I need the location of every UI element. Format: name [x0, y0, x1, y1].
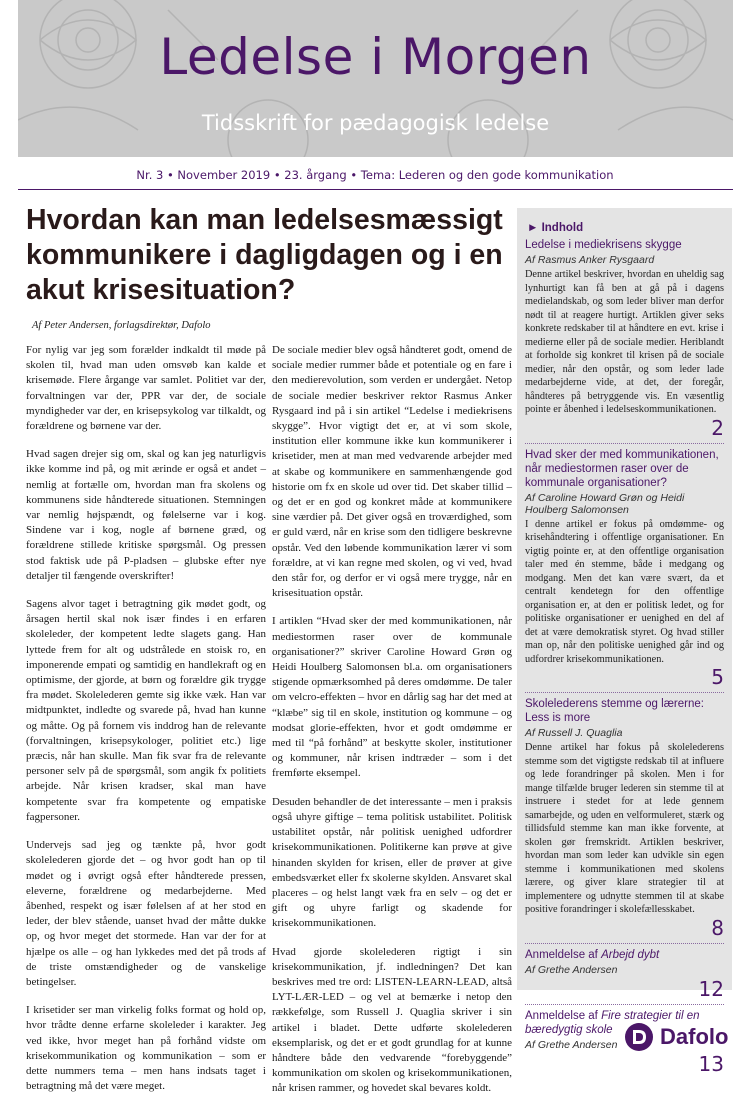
toc-item-author: Af Rasmus Anker Rysgaard — [525, 254, 655, 266]
toc-divider — [525, 1004, 724, 1005]
toc-item-title[interactable]: Skolelederens stemme og lærerne: Less is more — [525, 698, 704, 724]
toc-divider — [525, 943, 724, 944]
masthead — [18, 0, 733, 157]
paragraph: Hvad sagen drejer sig om, skal og kan jeg naturligvis ikke komme ind på, og mit ærinde er også et andet – nemlig at fortælle om, hvordan man fra skolens og kommunens side håndterede situationen. Stemningen var nemlig højspændt, og følelserne var i kog. Sindene var i kog, nogle af børnene græd, og forældrene stillede kritiske spørgsmål. Og pressen stod faktisk ude på P-pladsen – glubske efter nye detaljer til fængende overskrifter! — [26, 448, 266, 582]
toc-item-page-number[interactable]: 2 — [711, 415, 724, 440]
dafolo-logo-text: Dafolo — [660, 1024, 729, 1049]
paragraph: Sagens alvor taget i betragtning gik mødet godt, og årsagen hertil skal nok især findes i en erfaren skoleleder, der kompetent ledte slagets gang. Han lyttede frem for alt og udstrålede en stoisk ro, en imponerende empati og samtidig en handlekraft og en optimisme, der gjorde, at børn og forældre gik trygge fra mødet. Skolelederen gemte sig ikke væk. Han var midtpunktet, indledte og svarede på, hvad han kunne og måtte. Og på fornem vis inddrog han de relevante (forvaltningen, krisepsykologer, politiet etc.) lige præcis, når han skulle. Man fik svar fra de relevante personer selv på de spørgsmål, som angik fx politiets arbejde. Når krisen kradser, skal man have kompetente svar fra kompetente og empatiske fagpersoner. — [26, 598, 266, 823]
paragraph: De sociale medier blev også håndteret godt, omend de sociale medier rummer både et potentiale og en fare i den medierevolution, som verden er undergået. Netop de sociale medier beskriver rektor Rasmus Anker Rysgaard ind på i sin artikel “Ledelse i mediekrisens skygge”. Hvor vigtigt det er, at vi som skole, institution eller kommune ikke kun kommunikerer i krisetider, men at man med vedvarende arbejder med at skabe og kommunikere en sammenhængende god historie om fx en skole ud over tid. Det skaber tillid – og det er en god og konkret måde at kommunikere sine værdier på. Det giver også en troværdighed, som er guld værd, når en krise som den tidligere beskrevne opstår. Ved den løbende kommunikation lærer vi som forældre, at vi kan regne med skolen, og vi ved, hvad den står for, og derfor er vi også mere trygge, når en krisesituation opstår. — [272, 344, 512, 600]
toc-item-author: Af Russell J. Quaglia — [525, 727, 623, 739]
header-divider — [18, 189, 733, 190]
paragraph: For nylig var jeg som forælder indkaldt til møde på skolen til, hvad man uden omsvøb kan kalde et krisemøde. Flere årgange var samlet. Politiet var der, forvaltningen var der, PPR var der, de sociale myndigheder var der, en krisepsykolog var tilkaldt, og forældrene og børnene var der. — [26, 344, 266, 433]
article-column-1 — [26, 343, 266, 1107]
toc-item-author: Af Grethe Andersen — [525, 963, 618, 976]
toc-item-page-number[interactable]: 8 — [711, 915, 724, 940]
publication-title: Ledelse i Morgen — [159, 28, 592, 86]
toc-divider — [525, 692, 724, 693]
paragraph: I krisetider ser man virkelig folks format og hold op, hvor trådte denne erfarne skoleleder i karakter. Jeg ved ikke, hvor meget han på forhånd vidste om krisekommunikation og kommunikation – som er dette nummers tema – men hans indsats taget i betragtning må det være meget. — [26, 1004, 266, 1093]
toc-item-title-book: Fire strategier til en bæredygtig skole — [525, 1009, 700, 1036]
toc-item-title-prefix: Anmeldelse af — [525, 1009, 602, 1022]
article-headline: Hvordan kan man ledelsesmæssigt kommunikere i dagligdagen og i en akut krisesituation? — [26, 204, 503, 306]
toc-item-page-number[interactable]: 13 — [698, 1051, 724, 1076]
toc-heading: ► Indhold — [527, 222, 584, 234]
toc-item-title[interactable]: Ledelse i mediekrisens skygge — [525, 239, 682, 251]
toc-item-page-number[interactable]: 5 — [711, 665, 724, 689]
toc-item-page-number[interactable]: 12 — [698, 976, 724, 1001]
toc-item-description: Denne artikel har fokus på skolelederens stemme som det vigtigste redskab til at influere og lede forandringer på skolen. Men i for mange tilfælde bruger lederen sin stemme til at instruere i stedet for at lede gennem samarbejde, og uden en velformuleret, stærk og tillidsfuld stemme kan man ikke forvente, at skolen gør fremskridt. Artiklen beskriver, hvordan man som leder kan udvikle sin egen stemme i kommunikationen med skolens lærere, og giver klare strategier til at implementere og udnytte stemmen til at skabe positive forandringer i skolefællesskabet. — [525, 742, 724, 915]
paragraph: I artiklen “Hvad sker der med kommunikationen, når mediestormen raser over de kommunale organisationer?” skriver Caroline Howard Grøn og Heidi Houlberg Salomonsen bl.a. om organisationers stigende opmærksomhed på deres omdømme. De taler om velcro-effekten – hvor en dårlig sag har det med at “klæbe” sig til en skole, institution og kommune – og modsat glorie-effekten, hvor et godt omdømme er med til “på forhånd” at beskytte skoler, institutioner og kommuner, når krisen indtræder – som i det fremførte eksempel. — [272, 615, 512, 780]
toc-item-description: Denne artikel beskriver, hvordan en uheldig sag lynhurtigt kan få ben at gå på i dagens medielandskab, og som leder bliver man derfor nødt til at reagere hurtigt. Artiklen giver seks konkrete redskaber til at håndtere en evt. krise i medierne eller på de sociale medier. Heriblandt at forholde sig konkret til krisen på de sociale medier, når den opstår, og som leder lade medarbejderne vide, at det, der foregår, håndteres på betryggende vis. En væsentlig pointe er åbenhed i ledelseskommunikationen. — [525, 269, 724, 415]
paragraph: Hvad gjorde skolelederen rigtigt i sin krisekommunikation, jf. indledningen? Det kan beskrives med tre ord: LISTEN-LEARN-LEAD, altså LYT-LÆR-LED – og vel at bemærke i netop den rækkefølge, som Russell J. Quaglia skriver i sin artikel i bladet. Dette udførte skolelederen eksemplarisk, og det er et godt grundlag for at kunne håndtere både den vedvarende “forebyggende” kommunikation om skolen og krisekommunikationen, når krisen rammer, og hovedet skal bevares koldt. — [272, 945, 512, 1095]
toc-item-title[interactable] — [525, 948, 724, 962]
toc-item-author: Af Caroline Howard Grøn og Heidi Houlberg Salomonsen — [525, 491, 685, 516]
article-byline: Af Peter Andersen, forlagsdirektør, Dafolo — [32, 320, 211, 331]
dafolo-logo — [624, 1020, 744, 1054]
toc-item[interactable] — [517, 238, 732, 444]
toc-item-title-prefix: Anmeldelse af — [525, 948, 602, 961]
toc-item[interactable] — [517, 448, 732, 694]
toc-item-title-book: Arbejd dybt — [601, 948, 660, 961]
toc-item-title[interactable]: Hvad sker der med kommunikationen, når mediestormen raser over de kommunale organisationer? — [525, 448, 719, 489]
issue-info: Nr. 3 • November 2019 • 23. årgang • Tema: Lederen og den gode kommunikation — [136, 168, 614, 182]
dafolo-logo-icon — [624, 1022, 654, 1052]
toc-divider — [525, 443, 724, 444]
paragraph: Undervejs sad jeg og tænkte på, hvor godt skolelederen gjorde det – og hvor godt han op til mødet og i øvrigt også efter håndterede pressen, eleverne, forældrene og medarbejderne. Med åbenhed, respekt og især følelsen af at her stod en leder, der blev stående, uanset hvad der måtte dukke op, og hvor meget det stormede. Han var der for at hjælpe os alle – og han lykkedes med det på trods af de triste omstændigheder og de vanskelige betingelser. — [26, 839, 266, 988]
toc-item[interactable] — [517, 948, 732, 1005]
toc-item-author: Af Grethe Andersen — [525, 1038, 618, 1051]
toc-item[interactable] — [517, 697, 732, 944]
paragraph: Desuden behandler de det interessante – men i praksis også uhyre giftige – tema politisk ustabilitet. Politisk ustabilitet opstår, når politisk uenighed udfordrer krisekommunikationen. Politikerne kan prøve at give hinanden skylden for krisen, eller de prøver at give embedsværket eller fx skolerne skylden. Ansvaret skal placeres – og helst langt væk fra en selv – og det er gift og uhyre farligt og skadende for krisekommunikationen. — [272, 795, 512, 930]
article-column-2 — [272, 343, 512, 1110]
toc-item-description: I denne artikel er fokus på omdømme- og krisehåndtering i offentlige organisationer. En vigtig pointe er, at den offentlige organisation taler med én stemme, både i medgang og modgang. Men det kan være svært, da et centralt kendetegn for den offentlige organisation er, at den er politisk ledet, og for politiske organisationer er uenighed en del af det at være demokratisk styret. Og hvad stiller man op, når den politiske uenighed går ind og udfordrer krisekommunikationen. — [525, 518, 724, 665]
publication-subtitle: Tidsskrift for pædagogisk ledelse — [201, 111, 550, 135]
